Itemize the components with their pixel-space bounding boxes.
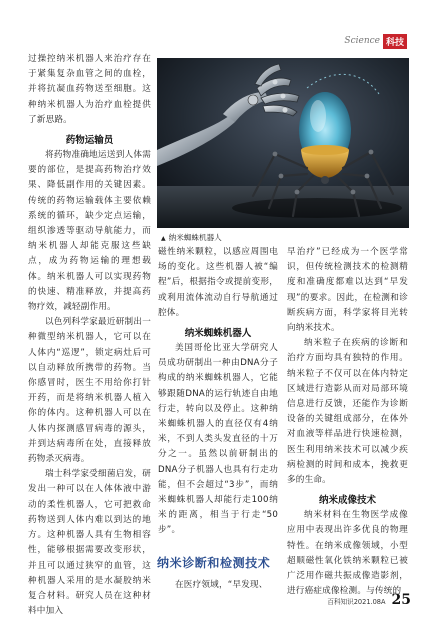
diagnosis-start (158, 578, 278, 593)
heading-imaging: 纳米成像技术 (318, 495, 376, 507)
drug-paragraph-1: 将药物准确地运送到人体需要的部位，是提高药物治疗效果、降低副作用的关键因素。传统的药物运输载体主要依赖系统的循环，缺少定点运输，组织渗透等驱动导航能力，而纳米机器人却能克服这些缺点，成为药物运输的理想载体。纳米机器人可以实现药物的快速、精准释放，并提高药物疗效，减轻副作用。 (28, 150, 151, 313)
drug-paragraph-3: 瑞士科学家受细菌启发，研发出一种可以在人体体液中游动的柔性机器人，它可把救命药物送到人体内难以到达的地方。这种机器人具有生物相容性，能够根据需要改变形状，并且可以通过狭窄的血管，这种机器人采用的是水凝胶纳米复合材料。研究人员在这种材料中加入 (28, 469, 151, 617)
column-right (287, 245, 408, 599)
diagnosis-paragraph-start: 在医疗领域，“早发现、 (175, 580, 268, 590)
section-header (344, 34, 407, 48)
footer-source: 百科知识2021.08A (327, 598, 386, 606)
robot-hand-illustration (157, 58, 409, 228)
col1-top-paragraph: 过操控纳米机器人来治疗存在于紧集复杂血管之间的血栓，并将抗凝血药物送至细胞。这种纳米机器人为治疗血栓提供了新思路。 (28, 54, 151, 125)
section-title-diagnosis: 纳米诊断和检测技术 (157, 556, 271, 570)
triangle-icon: ▲ (161, 235, 166, 242)
header-badge: 科技 (383, 34, 407, 49)
spider-paragraph: 美国哥伦比亚大学研究人员成功研制出一种由DNA分子构成的纳米蜘蛛机器人，它能够跟随DNA的运行轨迹自由地行走，转向以及停止。这种纳米蜘蛛机器人的直径仅有4纳米，不到人类头发直径的十万分之一。虽然以前研制出的DNA分子机器人也具有行走功能，但不会超过“3步”，而纳米蜘蛛机器人却能行走100纳米的距离，相当于行走“50步”。 (158, 343, 278, 536)
column-left (28, 52, 151, 619)
photo-caption (161, 232, 222, 243)
imaging-paragraph: 纳米材料在生物医学成像应用中表现出许多优良的物理特性。在纳米成像领域，小型超顺磁性氧化铁纳米颗粒已被广泛用作磁共振成像造影剂，进行癌症成像检测。与传统的 (287, 510, 408, 597)
header-english: Science (344, 36, 380, 46)
page-footer (327, 592, 411, 608)
page-number: 25 (391, 592, 411, 608)
col2-top-paragraph: 磁性纳米颗粒，以感应周围电场的变化。这些机器人被“编程”后，根据指令或提前变形，或利用流体流动自行导航通过腔体。 (158, 247, 278, 318)
drug-paragraph-2: 以色列科学家最近研制出一种微型纳米机器人，它可以在人体内“巡逻”，锁定病灶后可以自动释放所携带的药物。当你感冒时，医生不用给你打针开药，而是将纳米机器人植入你的体内。这种机器人可以在人体内探测感冒病毒的源头，并到达病毒所在处，直接释放药物杀灭病毒。 (28, 317, 151, 465)
photo-caption-text: 纳米蜘蛛机器人 (168, 233, 222, 242)
heading-nanospider: 纳米蜘蛛机器人 (184, 328, 252, 340)
column-middle (158, 245, 278, 539)
heading-drug-transport: 药物运输员 (65, 135, 114, 147)
col3-paragraph-2: 纳米粒子在疾病的诊断和治疗方面均具有独特的作用。纳米粒子不仅可以在体内特定区域进行造影从而对局部环境信息进行反馈，还能作为诊断设备的关键组成部分，在体外对血液等样品进行快速检测，医生利用纳米技术可以减少疾病检测的时间和成本，挽救更多的生命。 (287, 338, 408, 486)
nanospider-robot-photo (157, 58, 409, 228)
col3-top-paragraph: 早治疗”已经成为一个医学常识，但传统检测技术的检测精度和准确度都难以达到“早发现”的要求。因此，在检测和诊断疾病方面，科学家将目光转向纳米技术。 (287, 247, 408, 334)
